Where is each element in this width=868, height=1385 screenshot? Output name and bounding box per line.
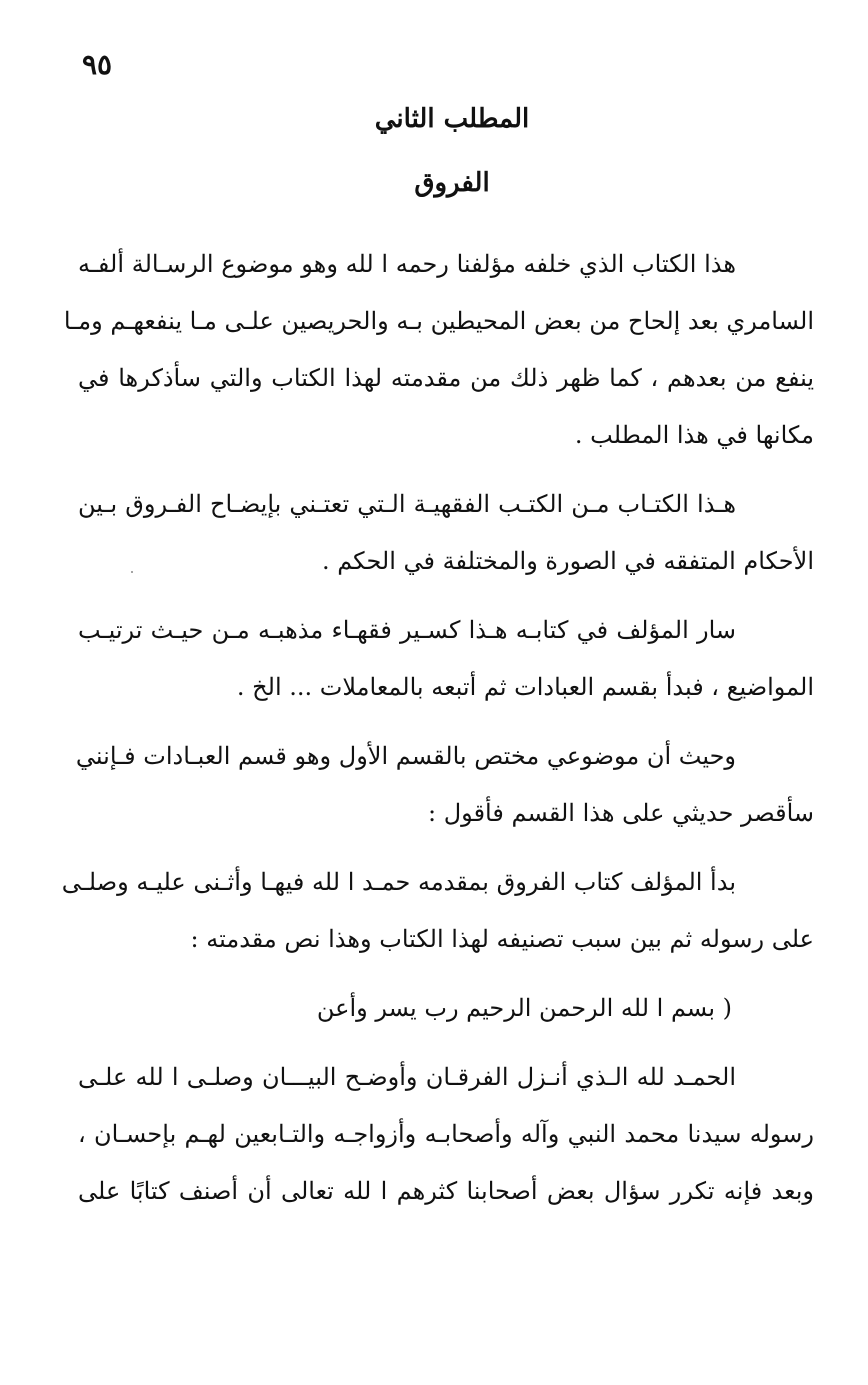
paragraph-line: وحيث أن موضوعي مختص بالقسم الأول وهو قسم العبـادات فـإنني [75,742,736,770]
paragraph-line: المواضيع ، فبدأ بقسم العبادات ثم أتبعه بالمعاملات ... الخ . [236,673,814,701]
page-number: ٩٥ [82,48,113,81]
basmala-quote: ( بسم ا لله الرحمن الرحيم رب يسر وأعن [316,994,732,1022]
paragraph-line: الأحكام المتفقه في الصورة والمختلفة في الحكم . [321,547,814,575]
section-title: المطلب الثاني [374,104,530,134]
closing-paragraph [78,1049,814,1220]
paragraph-line: سأقصر حديثي على هذا القسم فأقول : [428,799,814,827]
paragraph-line: هـذا الكتـاب مـن الكتـب الفقهيـة الـتي تعتـني بإيضـاح الفـروق بـين [78,490,736,518]
paragraph-4 [75,728,814,842]
paragraph-line: ينفع من بعدهم ، كما ظهر ذلك من مقدمته لهذا الكتاب والتي سأذكرها في [78,364,815,392]
paragraph-5 [61,854,814,968]
paragraph-line: وبعد فإنه تكرر سؤال بعض أصحابنا كثرهم ا لله تعالى أن أصنف كتابًا على [78,1177,814,1205]
paragraph-line: مكانها في هذا المطلب . [574,421,814,449]
paragraph-2 [78,476,814,590]
paragraph-3 [78,602,814,716]
paragraph-line: بدأ المؤلف كتاب الفروق بمقدمه حمـد ا لله فيهـا وأثـنى عليـه وصلـى [61,868,736,896]
paragraph-line: على رسوله ثم بين سبب تصنيفه لهذا الكتاب وهذا نص مقدمته : [190,925,814,953]
paragraph-line: هذا الكتاب الذي خلفه مؤلفنا رحمه ا لله وهو موضوع الرسـالة ألفـه [78,250,736,278]
body-text [61,236,815,1232]
paragraph-line: سار المؤلف في كتابـه هـذا كسـير فقهـاء مذهبـه مـن حيـث ترتيـب [78,616,736,644]
paragraph-line: رسوله سيدنا محمد النبي وآله وأصحابـه وأزواجـه والتـابعين لهـم بإحسـان ، [78,1120,814,1148]
paragraph-line: السامري بعد إلحاح من بعض المحيطين بـه والحريصين علـى مـا ينفعهـم ومـا [63,307,814,335]
paragraph-line: الحمـد لله الـذي أنـزل الفرقـان وأوضـح البيـــان وصلـى ا لله علـى [78,1063,737,1091]
section-subtitle: الفروق [414,168,490,198]
paragraph-1 [63,236,815,464]
